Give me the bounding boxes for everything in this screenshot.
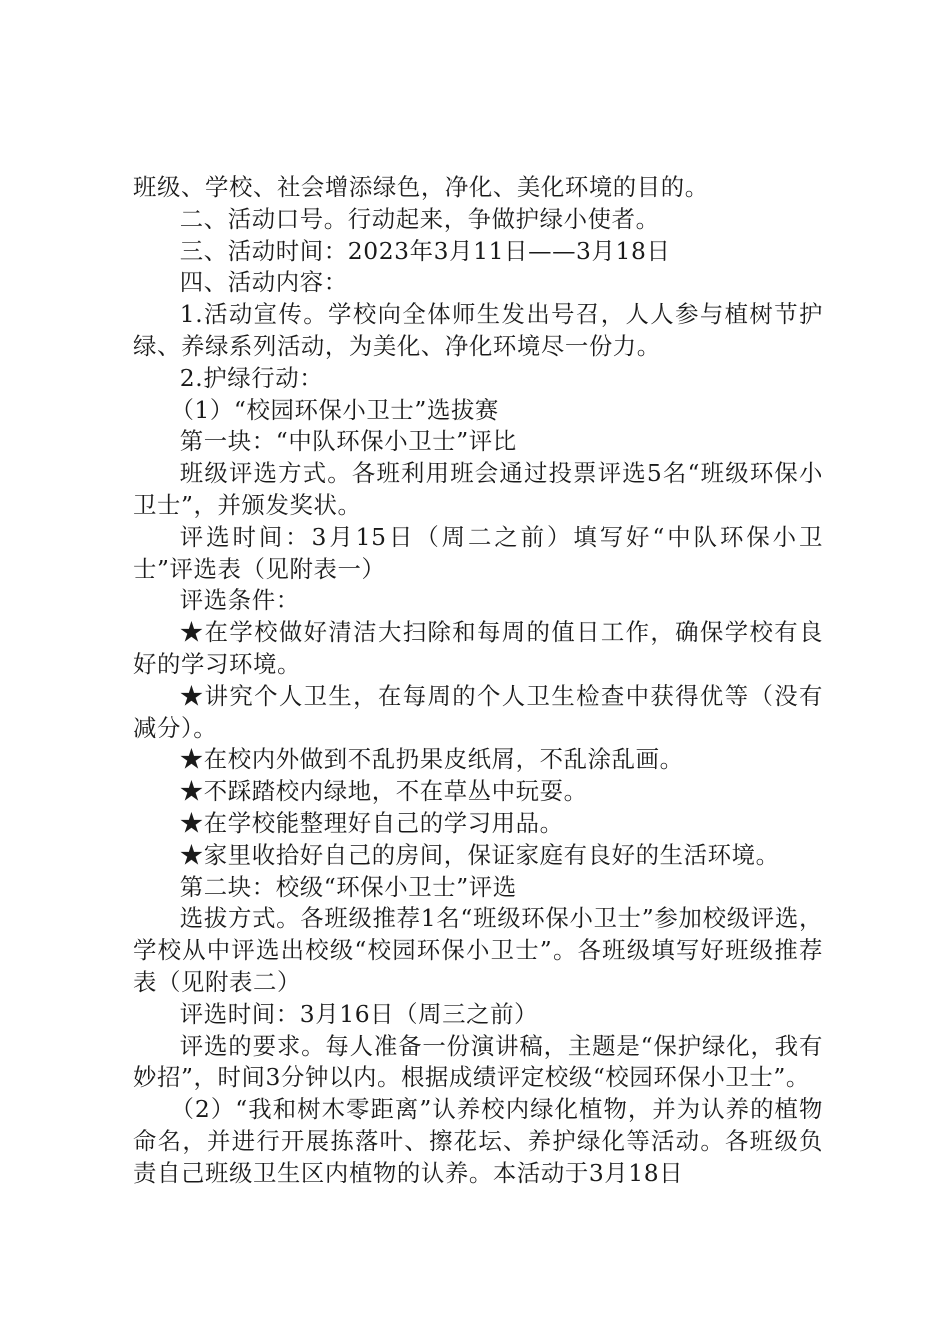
- paragraph: 1.活动宣传。学校向全体师生发出号召，人人参与植树节护绿、养绿系列活动，为美化、净化环境尽一份力。: [133, 300, 823, 360]
- paragraph: 三、活动时间：2023年3月11日——3月18日: [179, 236, 671, 265]
- paragraph: 评选时间：3月15日（周二之前）填写好“中队环保小卫士”评选表（见附表一）: [133, 522, 823, 583]
- paragraph: 班级评选方式。各班利用班会通过投票评选5名“班级环保小卫士”，并颁发奖状。: [133, 459, 823, 519]
- paragraph: ★讲究个人卫生，在每周的个人卫生检查中获得优等（没有减分）。: [133, 681, 823, 742]
- paragraph: 评选的要求。每人准备一份演讲稿，主题是“保护绿化，我有妙招”，时间3分钟以内。根据成绩评定校级“校园环保小卫士”。: [133, 1031, 823, 1092]
- paragraph: 班级、学校、社会增添绿色，净化、美化环境的目的。: [133, 173, 709, 201]
- document-body: [133, 172, 823, 1190]
- paragraph: 选拔方式。各班级推荐1名“班级环保小卫士”参加校级评选，学校从中评选出校级“校园环保小卫士”。各班级填写好班级推荐表（见附表二）: [133, 904, 823, 996]
- paragraph: 评选时间：3月16日（周三之前）: [179, 999, 539, 1028]
- paragraph: ★在学校能整理好自己的学习用品。: [179, 808, 564, 837]
- paragraph: （1）“校园环保小卫士”选拔赛: [170, 395, 499, 424]
- paragraph: 二、活动口号。行动起来，争做护绿小使者。: [179, 204, 660, 233]
- paragraph: 四、活动内容：: [179, 268, 348, 297]
- paragraph: ★在校内外做到不乱扔果皮纸屑，不乱涂乱画。: [179, 745, 684, 774]
- paragraph: 第一块：“中队环保小卫士”评比: [179, 427, 517, 456]
- paragraph: 评选条件：: [179, 586, 300, 615]
- paragraph: （2）“我和树木零距离”认养校内绿化植物，并为认养的植物命名，并进行开展拣落叶、擦花坛、养护绿化等活动。各班级负责自己班级卫生区内植物的认养。本活动于3月18日: [133, 1095, 823, 1187]
- paragraph: 第二块：校级“环保小卫士”评选: [179, 872, 517, 901]
- paragraph: 2.护绿行动：: [179, 363, 324, 392]
- paragraph: ★不踩踏校内绿地，不在草丛中玩耍。: [179, 777, 588, 806]
- paragraph: ★在学校做好清洁大扫除和每周的值日工作，确保学校有良好的学习环境。: [133, 618, 823, 678]
- paragraph: ★家里收拾好自己的房间，保证家庭有良好的生活环境。: [179, 840, 780, 869]
